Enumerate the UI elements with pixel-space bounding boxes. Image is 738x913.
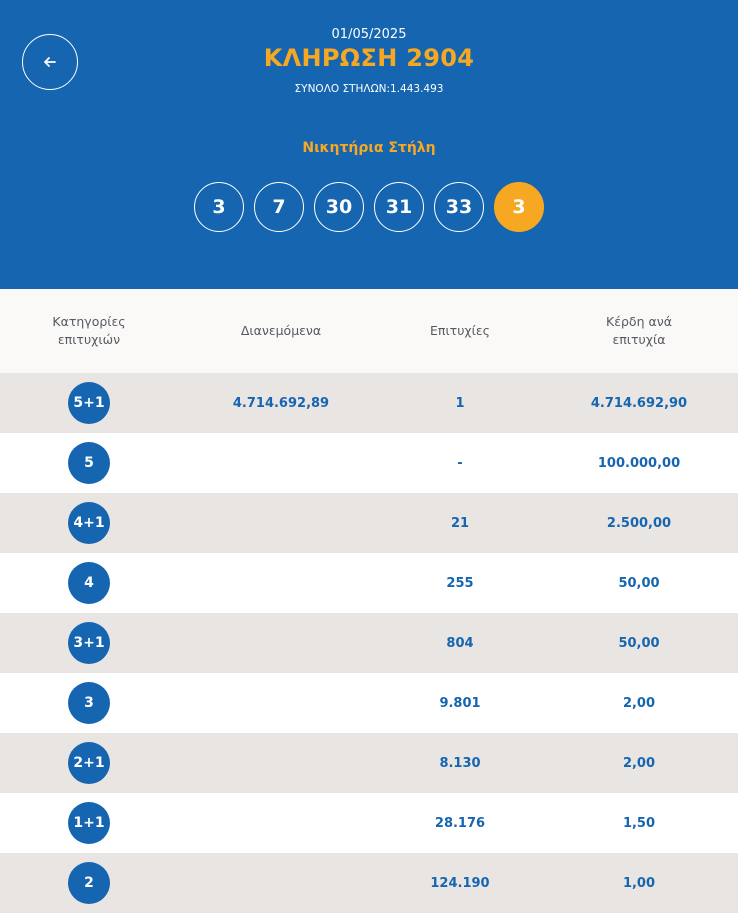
- table-row: [0, 493, 738, 553]
- wins-cell: 804: [446, 635, 474, 651]
- header-category: Κατηγορίες επιτυχιών: [52, 314, 126, 347]
- winning-column-label: Νικητήρια Στήλη: [302, 140, 436, 156]
- wins-cell: -: [457, 455, 463, 471]
- winning-numbers: [0, 182, 738, 232]
- wins-cell: 1: [455, 395, 465, 411]
- category-badge: 2+1: [68, 742, 110, 784]
- winning-number-ball: 3: [194, 182, 244, 232]
- prize-cell: 2.500,00: [606, 515, 672, 531]
- wins-cell: 255: [446, 575, 474, 591]
- header-wins: Επιτυχίες: [430, 323, 490, 338]
- category-badge: 5+1: [68, 382, 110, 424]
- prize-cell: 1,00: [622, 875, 656, 891]
- category-badge: 3: [68, 682, 110, 724]
- draw-header: [0, 0, 738, 289]
- winning-number-ball: 7: [254, 182, 304, 232]
- category-badge: 4: [68, 562, 110, 604]
- category-badge: 3+1: [68, 622, 110, 664]
- prize-cell: 4.714.692,90: [590, 395, 688, 411]
- table-row: [0, 853, 738, 913]
- category-badge: 2: [68, 862, 110, 904]
- table-row: [0, 793, 738, 853]
- table-row: [0, 673, 738, 733]
- distributed-cell: [201, 673, 361, 733]
- distributed-cell: [201, 613, 361, 673]
- distributed-cell: [201, 853, 361, 913]
- prize-cell: 2,00: [622, 755, 656, 771]
- table-row: [0, 373, 738, 433]
- table-row: [0, 613, 738, 673]
- distributed-cell: [201, 553, 361, 613]
- category-badge: 1+1: [68, 802, 110, 844]
- wins-cell: 8.130: [439, 755, 481, 771]
- prize-table: [0, 373, 738, 913]
- header-prize: Κέρδη ανά επιτυχία: [606, 314, 672, 347]
- wins-cell: 28.176: [434, 815, 486, 831]
- winning-number-ball: 31: [374, 182, 424, 232]
- distributed-cell: 4.714.692,89: [232, 395, 330, 411]
- total-columns: ΣΥΝΟΛΟ ΣΤΗΛΩΝ:1.443.493: [294, 83, 444, 95]
- table-row: [0, 433, 738, 493]
- draw-title: ΚΛΗΡΩΣΗ 2904: [263, 44, 475, 72]
- wins-cell: 124.190: [430, 875, 490, 891]
- winning-number-ball: 30: [314, 182, 364, 232]
- table-row: [0, 553, 738, 613]
- prize-cell: 1,50: [622, 815, 656, 831]
- distributed-cell: [201, 433, 361, 493]
- prize-cell: 100.000,00: [597, 455, 681, 471]
- table-header: [0, 289, 738, 373]
- draw-date: 01/05/2025: [331, 27, 407, 42]
- category-badge: 4+1: [68, 502, 110, 544]
- prize-cell: 2,00: [622, 695, 656, 711]
- distributed-cell: [201, 793, 361, 853]
- wins-cell: 21: [450, 515, 470, 531]
- table-row: [0, 733, 738, 793]
- distributed-cell: [201, 493, 361, 553]
- winning-number-ball: 33: [434, 182, 484, 232]
- distributed-cell: [201, 733, 361, 793]
- wins-cell: 9.801: [439, 695, 481, 711]
- prize-cell: 50,00: [618, 575, 660, 591]
- category-badge: 5: [68, 442, 110, 484]
- header-distributed: Διανεμόμενα: [240, 323, 322, 338]
- joker-number-ball: 3: [494, 182, 544, 232]
- prize-cell: 50,00: [618, 635, 660, 651]
